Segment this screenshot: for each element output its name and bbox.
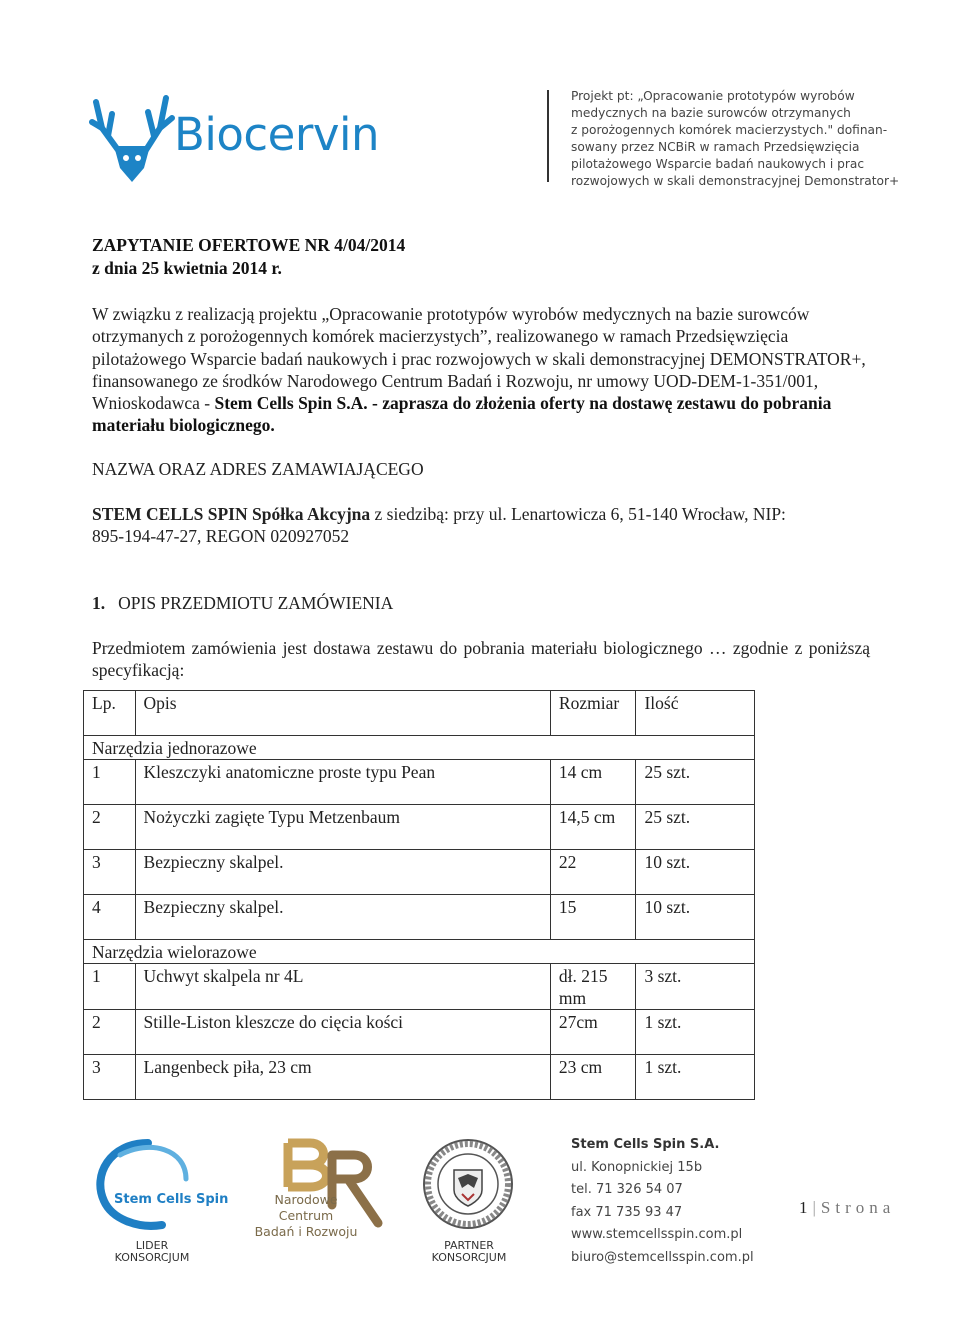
contact-tel: tel. 71 326 54 07 (571, 1182, 683, 1197)
contact-name: Stem Cells Spin S.A. (571, 1137, 720, 1152)
contact-street: ul. Konopnickiej 15b (571, 1159, 703, 1175)
group-label: Narzędzia jednorazowe (84, 736, 755, 760)
intro-end: . (270, 415, 275, 436)
table-group-row (84, 736, 755, 760)
contact-email[interactable]: biuro@stemcellsspin.com.pl (571, 1249, 754, 1265)
project-line: sowany przez NCBiR w ramach Przedsięwzięcia (571, 140, 860, 154)
cell-lp: 2 (84, 805, 136, 850)
cell-opis: Langenbeck piła, 23 cm (135, 1055, 550, 1100)
cell-rozmiar: dł. 215 mm (550, 964, 636, 1010)
cell-opis: Bezpieczny skalpel. (135, 895, 550, 940)
company-name: STEM CELLS SPIN Spółka Akcyjna (92, 504, 371, 524)
project-info (571, 88, 901, 190)
contact-fax: fax 71 735 93 47 (571, 1204, 683, 1220)
cell-rozmiar: 23 cm (550, 1055, 636, 1100)
section-title: OPIS PRZEDMIOTU ZAMÓWIENIA (118, 593, 394, 613)
cell-opis: Nożyczki zagięte Typu Metzenbaum (135, 805, 550, 850)
lider-line: LIDER (135, 1239, 169, 1252)
university-seal (422, 1138, 514, 1230)
project-line: pilotażowego Wsparcie badań naukowych i prac (571, 157, 865, 171)
group-label: Narzędzia wielorazowe (84, 940, 755, 964)
table-row (84, 805, 755, 850)
page-separator: | (812, 1198, 816, 1217)
ncbr-line: Badań i Rozwoju (254, 1224, 358, 1239)
specification-table (83, 690, 755, 1100)
cell-rozmiar: 14 cm (550, 760, 636, 805)
lider-line: KONSORCJUM (114, 1251, 190, 1264)
partner-line: KONSORCJUM (431, 1251, 507, 1264)
ordering-party-heading: NAZWA ORAZ ADRES ZAMAWIAJĄCEGO (92, 459, 424, 479)
cell-lp: 1 (84, 964, 136, 1010)
project-line: medycznych na bazie surowców otrzymanych (571, 106, 851, 120)
cell-ilosc: 1 szt. (636, 1055, 755, 1100)
cell-ilosc: 10 szt. (636, 850, 755, 895)
cell-rozmiar: 15 (550, 895, 636, 940)
table-header-row (84, 691, 755, 736)
page-number-value: 1 (799, 1198, 808, 1217)
page-number (799, 1198, 895, 1218)
table-row (84, 964, 755, 1010)
cell-ilosc: 1 szt. (636, 1010, 755, 1055)
cell-opis: Stille-Liston kleszcze do cięcia kości (135, 1010, 550, 1055)
scs-logo-text: Stem Cells Spin (114, 1192, 229, 1207)
table-row (84, 760, 755, 805)
cell-lp: 3 (84, 1055, 136, 1100)
cell-lp: 4 (84, 895, 136, 940)
table-row (84, 895, 755, 940)
page-word: Strona (820, 1198, 896, 1217)
document-date: z dnia 25 kwietnia 2014 r. (92, 258, 282, 278)
table-row (84, 1055, 755, 1100)
contact-www[interactable]: www.stemcellsspin.com.pl (571, 1227, 743, 1242)
stem-cells-spin-logo (90, 1135, 229, 1235)
cell-rozmiar: 22 (550, 850, 636, 895)
biocervin-logo-text: Biocervin (174, 108, 379, 161)
document-title: ZAPYTANIE OFERTOWE NR 4/04/2014 (92, 235, 406, 255)
cell-ilosc: 10 szt. (636, 895, 755, 940)
intro-bold-text: Stem Cells Spin S.A. - zaprasza do złożenia oferty na dostawę zestawu do pobrania materiału biologicznego (92, 393, 832, 436)
contact-block (571, 1134, 771, 1269)
header-lp: Lp. (84, 691, 136, 736)
header-ilosc: Ilość (636, 691, 755, 736)
stem-cells-spin-swoosh-icon (90, 1135, 229, 1235)
deer-icon (88, 88, 178, 188)
project-line: z porożogennych komórek macierzystych." dofinan- (571, 123, 888, 137)
university-seal-icon (422, 1138, 514, 1230)
lider-label (112, 1240, 192, 1264)
intro-text: W związku z realizacją projektu „Opracowanie prototypów wyrobów medycznych na bazie surowców otrzymanych z porożogennych komórek macierzystych”, realizowanego w ramach Przedsięwzięcia pilotażowego Wsparcie badań naukowych i prac rozwojowych w skali demonstracyjnej DEMONSTRATOR+, finansowanego ze środków Narodowego Centrum Badań i Rozwoju, nr umowy UOD-DEM-1-351/001, Wnioskodawca - (92, 304, 866, 414)
project-line: Projekt pt: „Opracowanie prototypów wyrobów (571, 89, 855, 103)
table-row (84, 850, 755, 895)
cell-rozmiar: 27cm (550, 1010, 636, 1055)
section-paragraph: Przedmiotem zamówienia jest dostawa zestawu do pobrania materiału biologicznego … zgodnie z poniższą specyfikacją: (92, 638, 870, 681)
partner-label (430, 1240, 508, 1264)
cell-opis: Uchwyt skalpela nr 4L (135, 964, 550, 1010)
ncbr-line: Narodowe Centrum (274, 1192, 338, 1223)
cell-ilosc: 25 szt. (636, 760, 755, 805)
intro-paragraph (92, 303, 882, 437)
partner-line: PARTNER (444, 1239, 494, 1252)
cell-lp: 3 (84, 850, 136, 895)
cell-opis: Bezpieczny skalpel. (135, 850, 550, 895)
header-opis: Opis (135, 691, 550, 736)
cell-ilosc: 25 szt. (636, 805, 755, 850)
company-address: z siedzibą: przy ul. Lenartowicza 6, 51-140 Wrocław, NIP: (370, 504, 786, 524)
cell-lp: 1 (84, 760, 136, 805)
ncbr-label (250, 1192, 362, 1240)
project-line: rozwojowych w skali demonstracyjnej Demonstrator+ (571, 174, 900, 188)
header-rozmiar: Rozmiar (550, 691, 636, 736)
table-row (84, 1010, 755, 1055)
company-ids: 895-194-47-27, REGON 020927052 (92, 526, 350, 546)
section-number: 1. (92, 593, 106, 613)
cell-opis: Kleszczyki anatomiczne proste typu Pean (135, 760, 550, 805)
cell-rozmiar: 14,5 cm (550, 805, 636, 850)
ordering-party-line (92, 503, 882, 525)
table-group-row (84, 940, 755, 964)
cell-ilosc: 3 szt. (636, 964, 755, 1010)
header-divider (547, 90, 549, 182)
cell-lp: 2 (84, 1010, 136, 1055)
section-heading (92, 593, 393, 614)
